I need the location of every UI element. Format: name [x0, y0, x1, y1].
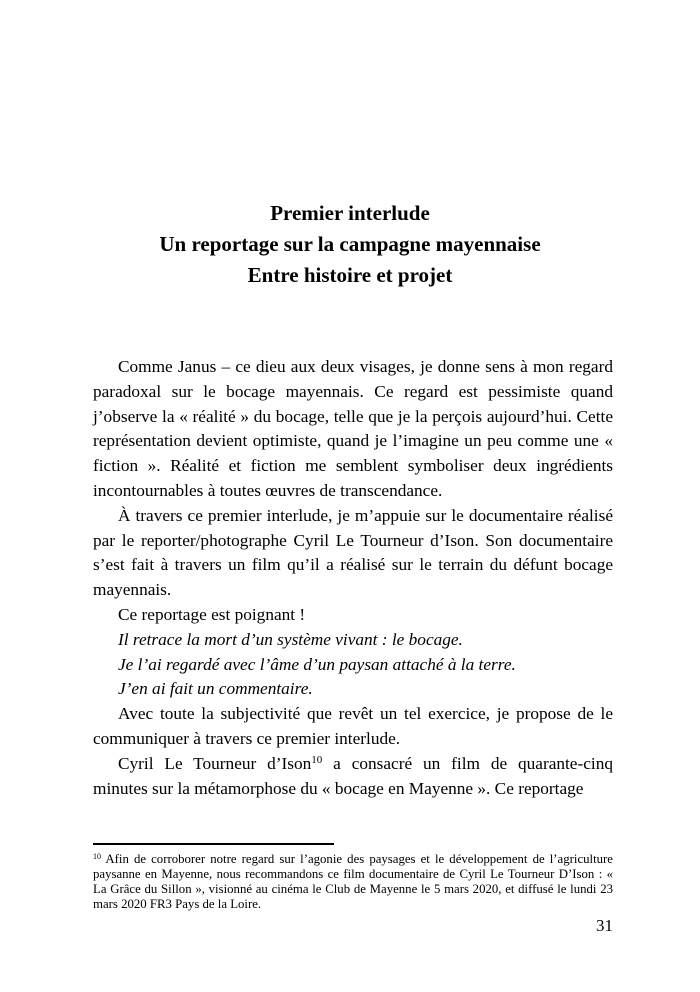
paragraph-subjectivite: Avec toute la subjectivité que revêt un tel exercice, je propose de le communiquer à travers ce premier interlude.	[93, 704, 613, 748]
footnote	[93, 852, 613, 912]
title-line-3: Entre histoire et projet	[247, 263, 453, 287]
paragraph-film-start: Cyril Le Tourneur d’Ison	[118, 753, 312, 773]
body-text	[93, 355, 613, 801]
footnote-reference[interactable]: 10	[311, 753, 323, 766]
paragraph-italic-1: Il retrace la mort d’un système vivant : le bocage.	[118, 629, 463, 649]
footnote-separator	[93, 843, 334, 845]
title-line-1: Premier interlude	[270, 201, 430, 225]
footnote-number: 10	[93, 852, 101, 861]
paragraph-documentaire: À travers ce premier interlude, je m’appuie sur le documentaire réalisé par le reporter/photographe Cyril Le Tourneur d’Ison. Son documentaire s’est fait à travers un film qu’il a réalisé sur le terrain du défunt bocage mayennais.	[93, 505, 613, 600]
paragraph-janus: Comme Janus – ce dieu aux deux visages, je donne sens à mon regard paradoxal sur le bocage mayennais. Ce regard est pessimiste quand j’observe la « réalité » du bocage, telle que je la perçois aujourd’hui. Cette représentation devient optimiste, quand je l’imagine un peu comme une « fiction ». Réalité et fiction me semblent symboliser deux ingrédients incontournables à toutes œuvres de transcendance.	[93, 357, 613, 500]
title-line-2: Un reportage sur la campagne mayennaise	[159, 232, 541, 256]
paragraph-film	[93, 752, 613, 802]
page-number: 31	[596, 916, 613, 935]
chapter-title	[0, 198, 700, 291]
paragraph-italic-2: Je l’ai regardé avec l’âme d’un paysan attaché à la terre.	[118, 654, 516, 674]
paragraph-film-end: a consacré un film de quarante-cinq minutes sur la métamorphose du « bocage en Mayenne ». Ce reportage	[93, 753, 613, 798]
footnote-text: Afin de corroborer notre regard sur l’agonie des paysages et le développement de l’agriculture paysanne en Mayenne, nous recommandons ce film documentaire de Cyril Le Tourneur D’Ison : « La Grâce du Sillon », visionné au cinéma le Club de Mayenne le 5 mars 2020, et diffusé le lundi 23 mars 2020 FR3 Pays de la Loire.	[93, 852, 613, 911]
paragraph-poignant: Ce reportage est poignant !	[118, 604, 306, 624]
paragraph-italic-3: J’en ai fait un commentaire.	[118, 679, 313, 699]
